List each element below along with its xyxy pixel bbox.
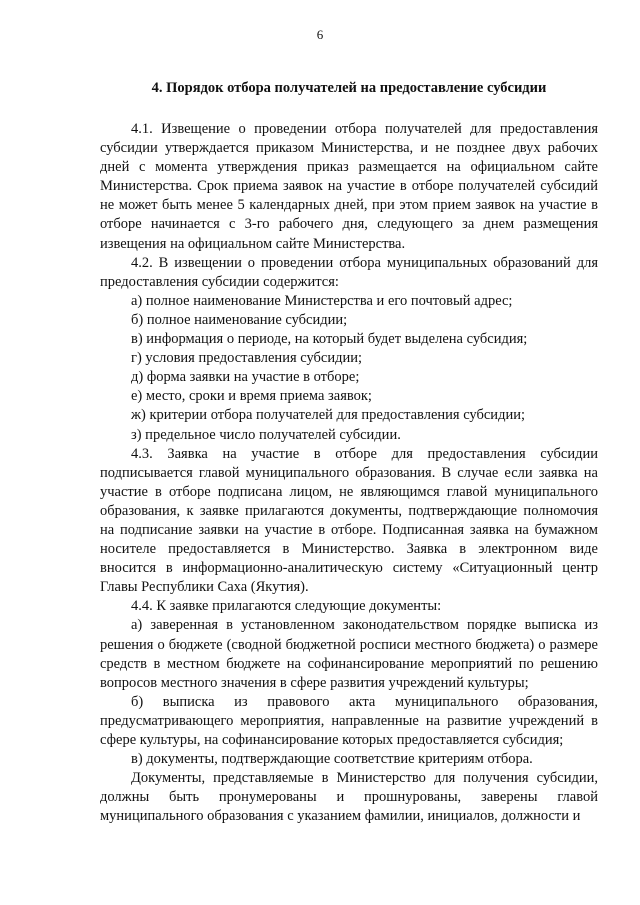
list-item-g: г) условия предоставления субсидии; (131, 350, 363, 367)
page-number: 6 (316, 27, 324, 42)
list-item-e: е) место, сроки и время приема заявок; (131, 388, 372, 405)
attachment-item-b: б) выписка из правового акта муниципального образования, предусматривающего мероприятия, направленные на развитие учреждений в сфере культуры, на софинансирование которых предоставляется субсидия; (100, 693, 598, 748)
list-item-v: в) информация о периоде, на который будет выделена субсидия; (131, 331, 528, 348)
list-item-d: д) форма заявки на участие в отборе; (131, 369, 360, 386)
section-title: 4. Порядок отбора получателей на предоставление субсидии (151, 80, 547, 96)
list-item-zh: ж) критерии отбора получателей для предоставления субсидии; (131, 407, 525, 424)
attachment-item-v: в) документы, подтверждающие соответствие критериям отбора. (131, 751, 533, 768)
paragraph-4-1: 4.1. Извещение о проведении отбора получателей для предоставления субсидии утверждается приказом Министерства, и не позднее двух рабочих дней с момента утверждения приказ размещается на официальном сайте Министерства. Срок приема заявок на участие в отборе получателей субсидий не может быть менее 5 календарных дней, при этом прием заявок на участие в отборе начинается с 3-го рабочего дня, следующего за днем размещения извещения на официальном сайте Министерства. (100, 121, 598, 252)
paragraph-4-3: 4.3. Заявка на участие в отборе для предоставления субсидии подписывается главой муниципального образования. В случае если заявка на участие в отборе подписана лицом, не являющимся главой муниципального образования, к заявке прилагаются документы, подтверждающие полномочия на подписание заявки на участие в отборе. Подписанная заявка на бумажном носителе предоставляется в Министерство. Заявка в электронном виде вносится в информационно-аналитическую систему «Ситуационный центр Главы Республики Саха (Якутия). (100, 445, 598, 596)
list-item-b: б) полное наименование субсидии; (131, 311, 348, 328)
attachment-item-a: а) заверенная в установленном законодательством порядке выписка из решения о бюджете (сводной бюджетной росписи местного бюджета) о размере средств в местном бюджете на софинансирование мероприятий по решению вопросов местного значения в сфере развития учреждений культуры; (100, 617, 598, 691)
list-item-a: а) полное наименование Министерства и его почтовый адрес; (131, 292, 513, 309)
paragraph-documents: Документы, представляемые в Министерство для получения субсидии, должны быть пронумерованы и прошнурованы, заверены главой муниципального образования с указанием фамилии, инициалов, должности и (100, 770, 598, 825)
paragraph-4-4: 4.4. К заявке прилагаются следующие документы: (131, 598, 442, 615)
list-item-z: з) предельное число получателей субсидии. (131, 426, 401, 443)
section-body (100, 120, 598, 826)
paragraph-4-2: 4.2. В извещении о проведении отбора муниципальных образований для предоставления субсидии содержится: (100, 254, 598, 290)
